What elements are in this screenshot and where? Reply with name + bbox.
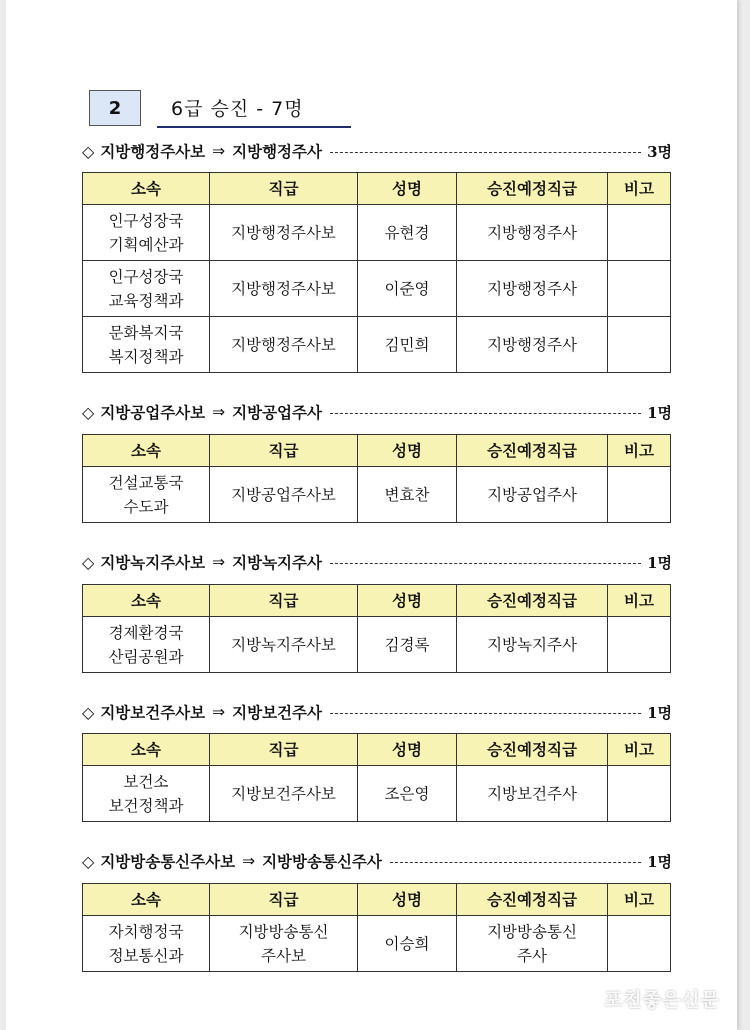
rank-cell bbox=[210, 467, 358, 523]
column-header: 비고 bbox=[608, 734, 671, 766]
header-row bbox=[83, 173, 671, 205]
group-count: 1명 bbox=[647, 852, 672, 871]
table-body bbox=[83, 467, 671, 523]
name-cell: 조은영 bbox=[358, 766, 457, 822]
rank-from: 지방공업주사보 bbox=[100, 404, 206, 422]
column-header: 성명 bbox=[358, 884, 457, 916]
note-cell bbox=[608, 317, 671, 373]
column-header: 소속 bbox=[83, 173, 210, 205]
rank-cell bbox=[210, 317, 358, 373]
dept-cell-line1: 문화복지국 bbox=[108, 323, 184, 342]
dept-cell bbox=[83, 467, 210, 523]
arrow-icon: ⇒ bbox=[212, 403, 226, 421]
dept-cell-line1: 인구성장국 bbox=[108, 267, 184, 286]
name-cell: 김민희 bbox=[358, 317, 457, 373]
table-header bbox=[83, 734, 671, 766]
header-row bbox=[83, 585, 671, 617]
name-cell: 변효찬 bbox=[358, 467, 457, 523]
target-rank-cell bbox=[457, 467, 608, 523]
column-header: 성명 bbox=[358, 173, 457, 205]
dashed-leader bbox=[330, 563, 641, 564]
dashed-leader bbox=[330, 152, 641, 153]
section-underline bbox=[157, 126, 351, 128]
dept-cell-line1: 보건소 bbox=[123, 772, 169, 791]
table-body bbox=[83, 916, 671, 972]
name-cell: 김경록 bbox=[358, 617, 457, 673]
dept-cell-line1: 건설교통국 bbox=[108, 473, 184, 492]
table-header bbox=[83, 435, 671, 467]
diamond-icon: ◇ bbox=[82, 141, 95, 161]
note-cell bbox=[608, 205, 671, 261]
diamond-icon: ◇ bbox=[82, 402, 95, 422]
roster-table bbox=[82, 434, 671, 523]
note-cell bbox=[608, 261, 671, 317]
group-title bbox=[82, 139, 672, 163]
watermark: 포천좋은신문 bbox=[603, 989, 720, 1011]
arrow-icon: ⇒ bbox=[242, 852, 256, 870]
section-number: 2 bbox=[89, 90, 141, 126]
rank-cell-line1: 지방행정주사보 bbox=[231, 279, 336, 298]
column-header: 비고 bbox=[608, 585, 671, 617]
table-header bbox=[83, 884, 671, 916]
group-title bbox=[82, 550, 672, 574]
dept-cell-line1: 인구성장국 bbox=[108, 211, 184, 230]
column-header: 성명 bbox=[358, 734, 457, 766]
note-cell bbox=[608, 766, 671, 822]
rank-from: 지방보건주사보 bbox=[100, 704, 206, 722]
diamond-icon: ◇ bbox=[82, 702, 95, 722]
column-header: 승진예정직급 bbox=[457, 734, 608, 766]
dept-cell-line2: 복지정책과 bbox=[108, 347, 184, 366]
column-header: 승진예정직급 bbox=[457, 585, 608, 617]
column-header: 직급 bbox=[210, 585, 358, 617]
diamond-icon: ◇ bbox=[82, 552, 95, 572]
dept-cell-line2: 기획예산과 bbox=[108, 235, 184, 254]
dept-cell-line1: 경제환경국 bbox=[108, 623, 184, 642]
group-count: 1명 bbox=[647, 403, 672, 422]
column-header: 소속 bbox=[83, 884, 210, 916]
name-cell: 유현경 bbox=[358, 205, 457, 261]
group-title bbox=[82, 849, 672, 873]
column-header: 비고 bbox=[608, 884, 671, 916]
group-count: 1명 bbox=[647, 553, 672, 572]
dept-cell bbox=[83, 261, 210, 317]
target-rank-cell bbox=[457, 317, 608, 373]
column-header: 승진예정직급 bbox=[457, 173, 608, 205]
rank-to: 지방녹지주사 bbox=[232, 554, 322, 572]
table-row bbox=[83, 467, 671, 523]
table-body bbox=[83, 205, 671, 373]
column-header: 승진예정직급 bbox=[457, 884, 608, 916]
target-rank-cell-line1: 지방방송통신 bbox=[487, 922, 577, 941]
target-rank-cell bbox=[457, 766, 608, 822]
section-header bbox=[89, 86, 351, 128]
target-rank-cell-line1: 지방녹지주사 bbox=[487, 635, 577, 654]
column-header: 직급 bbox=[210, 734, 358, 766]
column-header: 성명 bbox=[358, 435, 457, 467]
rank-cell-line1: 지방방송통신 bbox=[238, 922, 329, 941]
target-rank-cell-line1: 지방행정주사 bbox=[487, 223, 577, 242]
column-header: 소속 bbox=[83, 435, 210, 467]
name-cell: 이준영 bbox=[358, 261, 457, 317]
target-rank-cell-line2: 주사 bbox=[517, 946, 547, 965]
dept-cell-line2: 산림공원과 bbox=[108, 647, 184, 666]
column-header: 직급 bbox=[210, 435, 358, 467]
header-row bbox=[83, 435, 671, 467]
table-row bbox=[83, 766, 671, 822]
column-header: 성명 bbox=[358, 585, 457, 617]
dashed-leader bbox=[330, 413, 641, 414]
group-count: 1명 bbox=[647, 703, 672, 722]
dept-cell-line2: 수도과 bbox=[123, 497, 169, 516]
rank-cell-line1: 지방행정주사보 bbox=[231, 223, 336, 242]
rank-cell bbox=[210, 916, 358, 972]
target-rank-cell-line1: 지방행정주사 bbox=[487, 279, 577, 298]
rank-from: 지방행정주사보 bbox=[100, 143, 206, 161]
column-header: 직급 bbox=[210, 884, 358, 916]
rank-cell-line1: 지방보건주사보 bbox=[231, 784, 336, 803]
rank-cell bbox=[210, 617, 358, 673]
rank-to: 지방보건주사 bbox=[232, 704, 322, 722]
table-header bbox=[83, 585, 671, 617]
rank-from: 지방방송통신주사보 bbox=[100, 853, 236, 871]
target-rank-cell-line1: 지방행정주사 bbox=[487, 335, 577, 354]
group-title bbox=[82, 400, 672, 424]
dept-cell-line2: 보건정책과 bbox=[108, 796, 184, 815]
rank-cell bbox=[210, 766, 358, 822]
rank-to: 지방공업주사 bbox=[232, 404, 322, 422]
arrow-icon: ⇒ bbox=[212, 142, 226, 160]
rank-cell-line1: 지방공업주사보 bbox=[231, 485, 336, 504]
target-rank-cell bbox=[457, 261, 608, 317]
rank-cell bbox=[210, 261, 358, 317]
dashed-leader bbox=[330, 713, 641, 714]
target-rank-cell-line1: 지방공업주사 bbox=[487, 485, 577, 504]
table-row bbox=[83, 261, 671, 317]
table-row bbox=[83, 617, 671, 673]
roster-table bbox=[82, 883, 671, 972]
table-header bbox=[83, 173, 671, 205]
group-count: 3명 bbox=[647, 142, 672, 161]
dept-cell bbox=[83, 766, 210, 822]
rank-cell bbox=[210, 205, 358, 261]
note-cell bbox=[608, 617, 671, 673]
note-cell bbox=[608, 916, 671, 972]
target-rank-cell-line1: 지방보건주사 bbox=[487, 784, 577, 803]
section-title: 6급 승진 - 7명 bbox=[171, 98, 304, 120]
rank-to: 지방행정주사 bbox=[232, 143, 322, 161]
group-title bbox=[82, 700, 672, 724]
dept-cell bbox=[83, 205, 210, 261]
table-row bbox=[83, 317, 671, 373]
column-header: 직급 bbox=[210, 173, 358, 205]
rank-from: 지방녹지주사보 bbox=[100, 554, 206, 572]
column-header: 비고 bbox=[608, 435, 671, 467]
dept-cell-line2: 정보통신과 bbox=[108, 946, 184, 965]
column-header: 소속 bbox=[83, 585, 210, 617]
diamond-icon: ◇ bbox=[82, 851, 95, 871]
dept-cell bbox=[83, 317, 210, 373]
arrow-icon: ⇒ bbox=[212, 553, 226, 571]
target-rank-cell bbox=[457, 916, 608, 972]
header-row bbox=[83, 884, 671, 916]
roster-table bbox=[82, 172, 671, 373]
column-header: 승진예정직급 bbox=[457, 435, 608, 467]
dept-cell-line1: 자치행정국 bbox=[108, 922, 184, 941]
roster-table bbox=[82, 584, 671, 673]
target-rank-cell bbox=[457, 205, 608, 261]
dashed-leader bbox=[390, 862, 641, 863]
rank-cell-line1: 지방행정주사보 bbox=[231, 335, 336, 354]
table-body bbox=[83, 617, 671, 673]
header-row bbox=[83, 734, 671, 766]
column-header: 비고 bbox=[608, 173, 671, 205]
arrow-icon: ⇒ bbox=[212, 703, 226, 721]
name-cell: 이승희 bbox=[358, 916, 457, 972]
dept-cell-line2: 교육정책과 bbox=[108, 291, 184, 310]
note-cell bbox=[608, 467, 671, 523]
dept-cell bbox=[83, 916, 210, 972]
table-body bbox=[83, 766, 671, 822]
rank-to: 지방방송통신주사 bbox=[262, 853, 382, 871]
rank-cell-line2: 주사보 bbox=[261, 946, 306, 965]
roster-table bbox=[82, 733, 671, 822]
table-row bbox=[83, 205, 671, 261]
column-header: 소속 bbox=[83, 734, 210, 766]
target-rank-cell bbox=[457, 617, 608, 673]
table-row bbox=[83, 916, 671, 972]
dept-cell bbox=[83, 617, 210, 673]
rank-cell-line1: 지방녹지주사보 bbox=[231, 635, 336, 654]
